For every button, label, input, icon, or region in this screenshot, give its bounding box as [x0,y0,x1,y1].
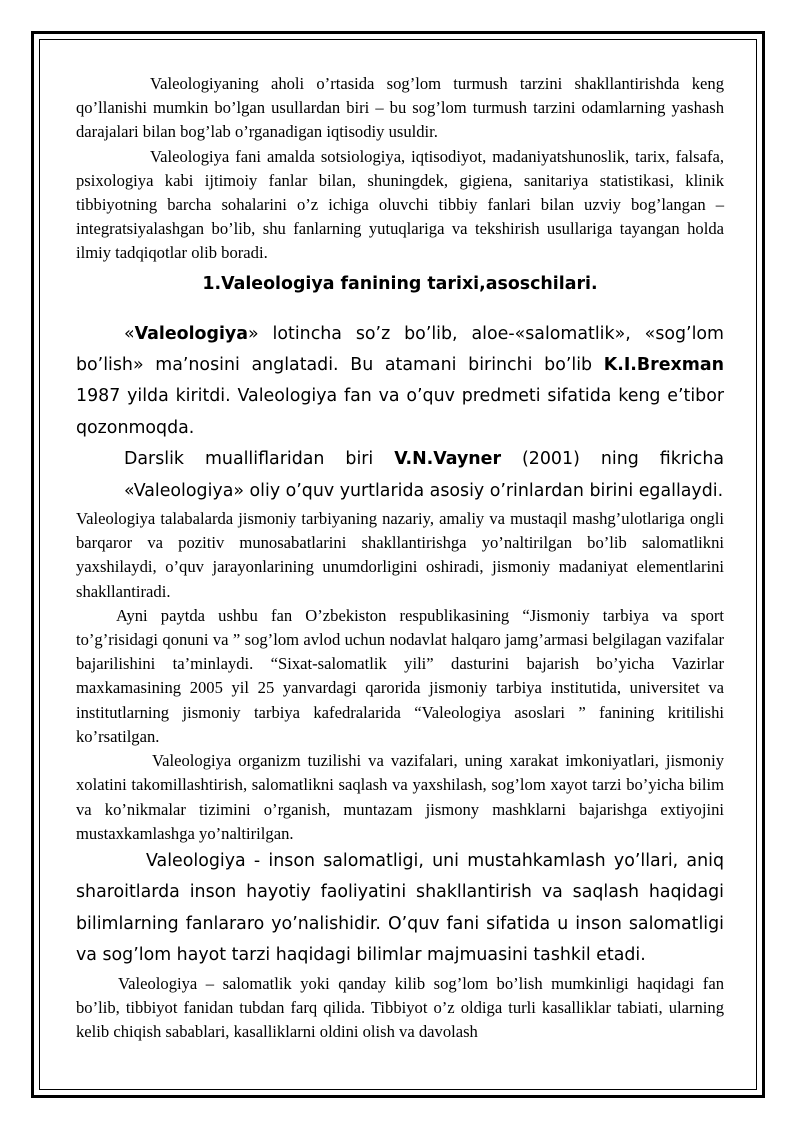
paragraph-students: Valeologiya talabalarda jismoniy tarbiyaning nazariy, amaliy va mustaqil mashg’ulotlariga ongli barqaror va pozitiv munosabatlarini shakllantirishga yo’naltirilgan bo’lib salomatlikni yaxshilaydi, o’quv jarayonlarining unumdorligini oshiradi, jismoniy madaniyat elementlarini shakllantiradi. [76,509,724,601]
author-vayner: V.N.Vayner [394,449,502,470]
paragraph-economic-method: Valeologiyaning aholi o’rtasida sog’lom turmush tarzini shakllantirishda keng qo’llanishi mumkin bo’lgan usullardan biri – bu sog’lom turmush tarzini odamlarning yashash darajalari bilan bog’lab o’rganadigan iqtisodiy usuldir. [76,74,724,142]
term-valeologiya: Valeologiya [134,323,248,344]
document-body [76,72,724,1044]
text-segment: Darslik mualliflaridan biri [124,449,395,470]
paragraph-law: Ayni paytda ushbu fan O’zbekiston respublikasining “Jismoniy tarbiya va sport to’g’risidagi qonuni va ” sog’lom avlod uchun nodavlat halqaro jamg’armasi belgilagan vazifalar bajarilishini ta’minlaydi. “Sixat-salomatlik yili” dasturini bajarish bo’yicha Vazirlar maxkamasining 2005 yil 25 yanvardagi qarorida jismoniy tarbiya institutida, universitet va institutlarning jismoniy tarbiya kafedralarida “Valeologiya asoslari ” fanining kritilishi ko’rsatilgan. [76,605,724,746]
author-brexman: K.I.Brexman [603,355,724,376]
paragraph-medicine: Valeologiya – salomatlik yoki qanday kilib sog’lom bo’lish mumkinligi haqidagi fan bo’lib, tibbiyot fanidan tubdan farq qilida. Tibbiyot o’z oldiga turli kasalliklar tabiati, ularning kelib chiqish sabablari, kasalliklarni oldini olish va davolash [76,973,724,1041]
text-segment: (2001) ning fikricha «Valeologiya» oliy o’quv yurtlarida asosiy o’rinlardan birini egallaydi. [124,449,724,501]
paragraph-organism: Valeologiya organizm tuzilishi va vazifalari, uning xarakat imkoniyatlari, jismoniy xolatini takomillashtirish, salomatlikni saqlash va yaxshilash, sog’lom xayot tarzi bo’yicha bilim va ko’nikmalar tizimini o’rganish, muntazam jismony mashklarni bajarishga extiyojini mustaxkamlashga yo’naltirilgan. [76,751,724,843]
text-segment: « [124,323,135,344]
paragraph-definition [76,319,724,445]
text-segment: 1987 yilda kiritdi. Valeologiya fan va o’quv predmeti sifatida keng e’tibor qozonmoqda. [76,386,724,438]
paragraph-vayner [76,444,724,507]
text-segment: » lotincha so’z bo’lib, aloe-«salomatlik», «sog’lom bo’lish» ma’nosini anglatadi. Bu atamani birinchi bo’lib [76,323,724,376]
paragraph-interdisciplinary: Valeologiya - inson salomatligi, uni mustahkamlash yo’llari, aniq sharoitlarda inson hayotiy faoliyatini shakllantirish va saqlash haqidagi bilimlarning fanlararo yo’nalishidir. O’quv fani sifatida u inson salomatligi va sog’lom hayot tarzi haqidagi bilimlar majmuasini tashkil etadi. [76,850,724,966]
section-heading: 1.Valeologiya fanining tarixi,asoschilari. [202,273,598,294]
paragraph-integration: Valeologiya fani amalda sotsiologiya, iqtisodiyot, madaniyatshunoslik, tarix, falsafa, psixologiya kabi ijtimoiy fanlar bilan, shuningdek, gigiena, sanitariya statistikasi, klinik tibbiyotning barcha sohalarini o’z ichiga oluvchi tibbiy fanlari bilan uzviy bog’langan – integratsiyalashgan bo’lib, shu fanlarning yutuqlariga va tekshirish usullariga tayangan holda ilmiy tadqiqotlar olib boradi. [76,146,724,263]
